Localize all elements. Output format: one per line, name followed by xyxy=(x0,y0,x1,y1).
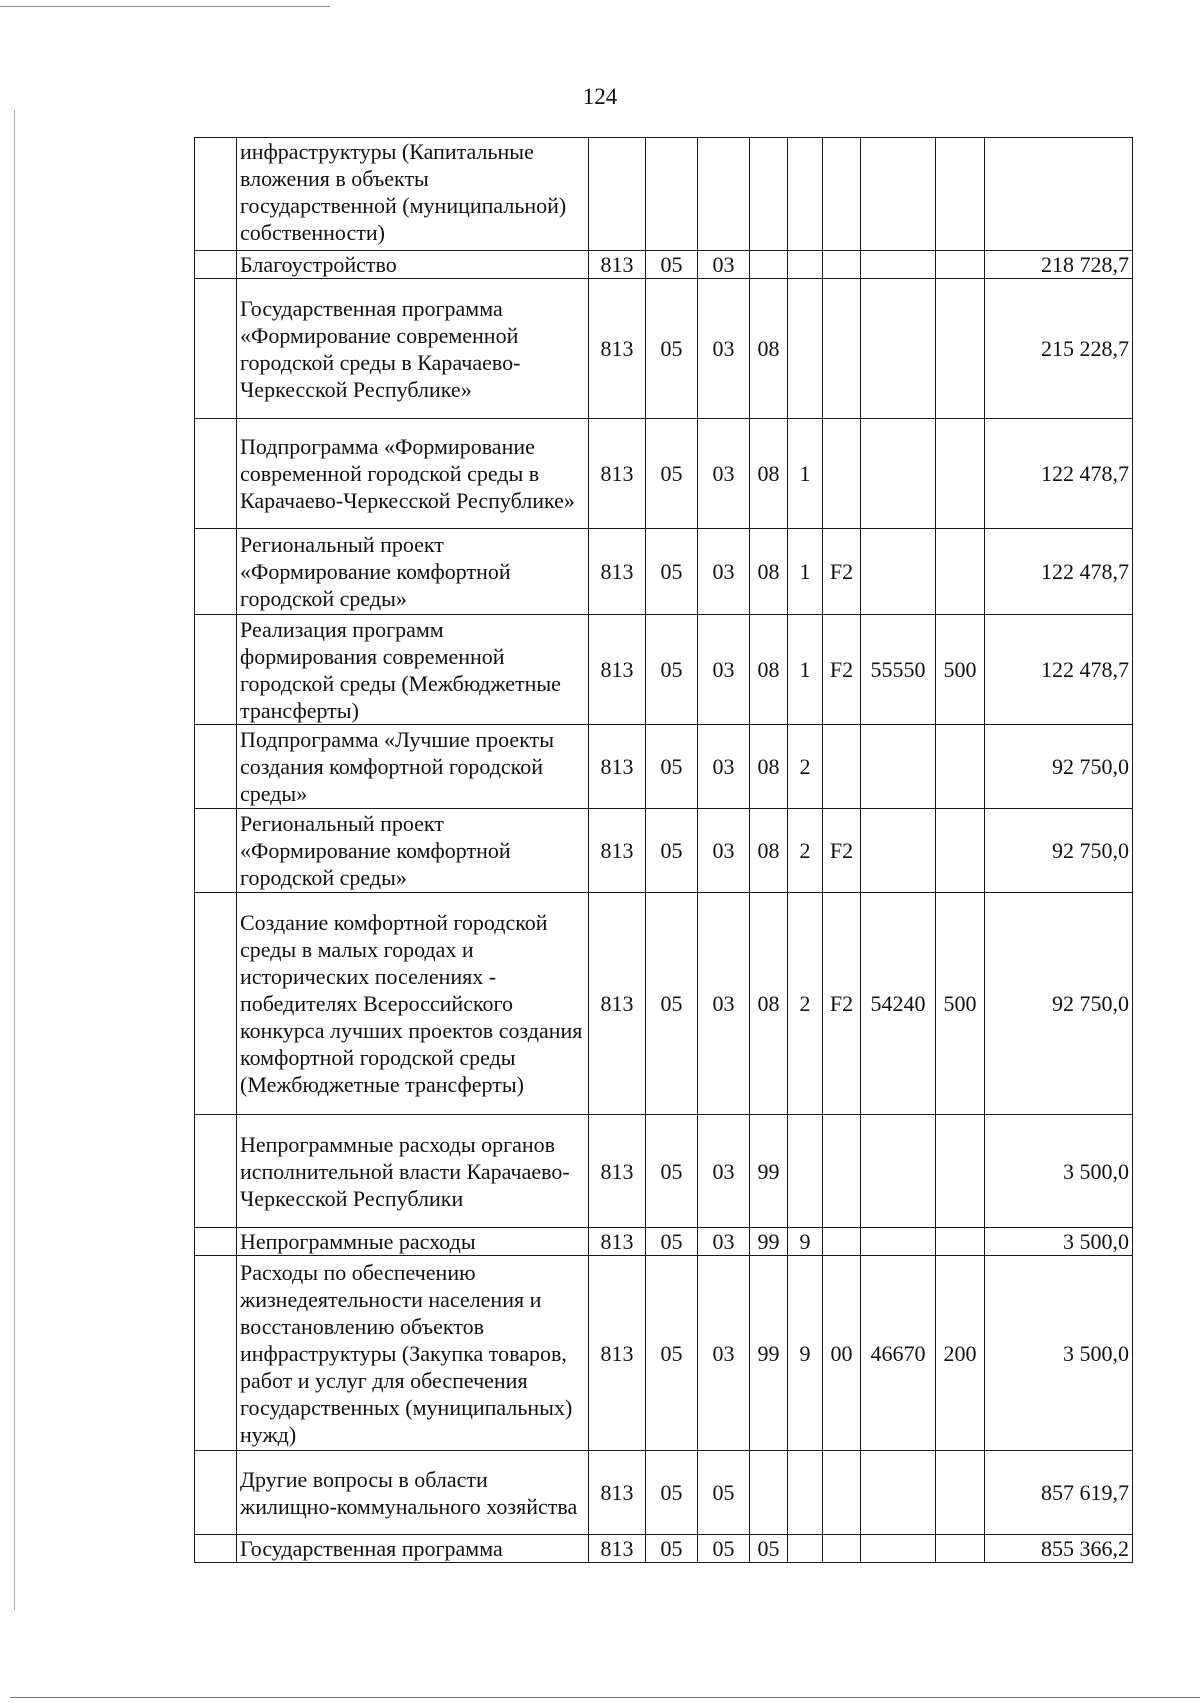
ministry-code-cell: 813 xyxy=(589,1535,646,1563)
item-name-cell: Государственная программа xyxy=(237,1535,589,1563)
ministry-code-cell: 813 xyxy=(589,419,646,529)
index-cell xyxy=(195,893,237,1115)
index-cell xyxy=(195,251,237,279)
section-code-cell: 05 xyxy=(646,279,698,419)
table-row xyxy=(195,138,1133,251)
subprogram-code-cell: 1 xyxy=(788,529,823,615)
amount-cell: 122 478,7 xyxy=(985,419,1133,529)
subprogram-code-cell: 2 xyxy=(788,725,823,809)
scan-edge-bottom xyxy=(10,1697,1200,1698)
program-code-cell: 99 xyxy=(750,1256,788,1451)
section-code-cell: 05 xyxy=(646,1535,698,1563)
index-cell xyxy=(195,1535,237,1563)
direction-code-cell xyxy=(823,1228,861,1256)
table-row xyxy=(195,251,1133,279)
type-code-cell xyxy=(936,251,985,279)
type-code-cell xyxy=(936,419,985,529)
subsection-code-cell: 03 xyxy=(698,1228,750,1256)
subsection-code-cell: 03 xyxy=(698,419,750,529)
type-code-cell xyxy=(936,1451,985,1535)
index-cell xyxy=(195,725,237,809)
ministry-code-cell: 813 xyxy=(589,1451,646,1535)
expense-code-cell xyxy=(861,809,936,893)
index-cell xyxy=(195,615,237,725)
program-code-cell: 05 xyxy=(750,1535,788,1563)
program-code-cell xyxy=(750,1451,788,1535)
direction-code-cell xyxy=(823,725,861,809)
type-code-cell xyxy=(936,725,985,809)
expense-code-cell: 55550 xyxy=(861,615,936,725)
subsection-code-cell: 03 xyxy=(698,251,750,279)
table-row xyxy=(195,893,1133,1115)
ministry-code-cell: 813 xyxy=(589,893,646,1115)
type-code-cell xyxy=(936,809,985,893)
section-code-cell: 05 xyxy=(646,893,698,1115)
ministry-code-cell: 813 xyxy=(589,279,646,419)
amount-cell: 857 619,7 xyxy=(985,1451,1133,1535)
subprogram-code-cell: 1 xyxy=(788,615,823,725)
ministry-code-cell: 813 xyxy=(589,725,646,809)
subsection-code-cell: 03 xyxy=(698,893,750,1115)
index-cell xyxy=(195,1228,237,1256)
type-code-cell xyxy=(936,138,985,251)
subsection-code-cell: 03 xyxy=(698,809,750,893)
item-name-cell: Региональный проект «Формирование комфортной городской среды» xyxy=(237,529,589,615)
subprogram-code-cell xyxy=(788,1535,823,1563)
expense-code-cell xyxy=(861,529,936,615)
direction-code-cell xyxy=(823,1451,861,1535)
program-code-cell: 08 xyxy=(750,529,788,615)
type-code-cell xyxy=(936,1535,985,1563)
expense-code-cell xyxy=(861,251,936,279)
subsection-code-cell: 03 xyxy=(698,615,750,725)
direction-code-cell: 00 xyxy=(823,1256,861,1451)
type-code-cell xyxy=(936,279,985,419)
direction-code-cell xyxy=(823,419,861,529)
subsection-code-cell: 03 xyxy=(698,1115,750,1228)
amount-cell: 3 500,0 xyxy=(985,1256,1133,1451)
type-code-cell xyxy=(936,529,985,615)
scan-edge-top xyxy=(0,6,330,7)
amount-cell: 122 478,7 xyxy=(985,529,1133,615)
scan-edge-left xyxy=(14,110,15,1610)
program-code-cell xyxy=(750,251,788,279)
direction-code-cell xyxy=(823,1115,861,1228)
index-cell xyxy=(195,419,237,529)
subprogram-code-cell: 2 xyxy=(788,893,823,1115)
table-row xyxy=(195,1115,1133,1228)
table-row xyxy=(195,1256,1133,1451)
program-code-cell: 08 xyxy=(750,615,788,725)
ministry-code-cell: 813 xyxy=(589,529,646,615)
budget-table xyxy=(194,137,1133,1563)
subsection-code-cell: 03 xyxy=(698,529,750,615)
section-code-cell: 05 xyxy=(646,1115,698,1228)
program-code-cell: 08 xyxy=(750,279,788,419)
amount-cell: 122 478,7 xyxy=(985,615,1133,725)
page-number: 124 xyxy=(582,84,618,109)
amount-cell: 92 750,0 xyxy=(985,809,1133,893)
amount-cell: 215 228,7 xyxy=(985,279,1133,419)
direction-code-cell xyxy=(823,1535,861,1563)
item-name-cell: инфраструктуры (Капитальные вложения в объекты государственной (муниципальной) собственности) xyxy=(237,138,589,251)
section-code-cell: 05 xyxy=(646,419,698,529)
item-name-cell: Непрограммные расходы органов исполнительной власти Карачаево-Черкесской Республики xyxy=(237,1115,589,1228)
item-name-cell: Подпрограмма «Лучшие проекты создания комфортной городской среды» xyxy=(237,725,589,809)
item-name-cell: Реализация программ формирования современной городской среды (Межбюджетные трансферты) xyxy=(237,615,589,725)
subsection-code-cell: 03 xyxy=(698,725,750,809)
item-name-cell: Расходы по обеспечению жизнедеятельности населения и восстановлению объектов инфраструктуры (Закупка товаров, работ и услуг для обеспечения государственных (муниципальных) нужд) xyxy=(237,1256,589,1451)
subsection-code-cell: 05 xyxy=(698,1535,750,1563)
amount-cell: 3 500,0 xyxy=(985,1228,1133,1256)
index-cell xyxy=(195,138,237,251)
direction-code-cell xyxy=(823,279,861,419)
subsection-code-cell: 05 xyxy=(698,1451,750,1535)
amount-cell: 92 750,0 xyxy=(985,893,1133,1115)
table-row xyxy=(195,529,1133,615)
ministry-code-cell: 813 xyxy=(589,1256,646,1451)
program-code-cell: 08 xyxy=(750,419,788,529)
expense-code-cell xyxy=(861,1451,936,1535)
ministry-code-cell: 813 xyxy=(589,251,646,279)
subprogram-code-cell xyxy=(788,1451,823,1535)
item-name-cell: Подпрограмма «Формирование современной городской среды в Карачаево-Черкесской Республике» xyxy=(237,419,589,529)
direction-code-cell xyxy=(823,251,861,279)
section-code-cell: 05 xyxy=(646,1228,698,1256)
direction-code-cell: F2 xyxy=(823,529,861,615)
subsection-code-cell: 03 xyxy=(698,279,750,419)
direction-code-cell: F2 xyxy=(823,893,861,1115)
expense-code-cell xyxy=(861,419,936,529)
program-code-cell xyxy=(750,138,788,251)
subsection-code-cell xyxy=(698,138,750,251)
index-cell xyxy=(195,529,237,615)
table-row xyxy=(195,419,1133,529)
table-row xyxy=(195,725,1133,809)
section-code-cell: 05 xyxy=(646,615,698,725)
subprogram-code-cell xyxy=(788,251,823,279)
index-cell xyxy=(195,809,237,893)
program-code-cell: 08 xyxy=(750,725,788,809)
expense-code-cell xyxy=(861,1535,936,1563)
amount-cell: 3 500,0 xyxy=(985,1115,1133,1228)
subprogram-code-cell xyxy=(788,279,823,419)
program-code-cell: 08 xyxy=(750,893,788,1115)
amount-cell: 218 728,7 xyxy=(985,251,1133,279)
index-cell xyxy=(195,279,237,419)
expense-code-cell: 54240 xyxy=(861,893,936,1115)
index-cell xyxy=(195,1451,237,1535)
item-name-cell: Другие вопросы в области жилищно-коммунального хозяйства xyxy=(237,1451,589,1535)
direction-code-cell: F2 xyxy=(823,809,861,893)
table-row xyxy=(195,1451,1133,1535)
subprogram-code-cell xyxy=(788,1115,823,1228)
ministry-code-cell: 813 xyxy=(589,615,646,725)
item-name-cell: Создание комфортной городской среды в малых городах и исторических поселениях - победителях Всероссийского конкурса лучших проектов создания комфортной городской среды (Межбюджетные трансферты) xyxy=(237,893,589,1115)
subprogram-code-cell: 9 xyxy=(788,1256,823,1451)
expense-code-cell xyxy=(861,279,936,419)
type-code-cell xyxy=(936,1228,985,1256)
section-code-cell: 05 xyxy=(646,1451,698,1535)
expense-code-cell xyxy=(861,1228,936,1256)
table-row xyxy=(195,809,1133,893)
section-code-cell xyxy=(646,138,698,251)
type-code-cell: 500 xyxy=(936,615,985,725)
subprogram-code-cell: 1 xyxy=(788,419,823,529)
subsection-code-cell: 03 xyxy=(698,1256,750,1451)
subprogram-code-cell: 2 xyxy=(788,809,823,893)
type-code-cell: 500 xyxy=(936,893,985,1115)
type-code-cell xyxy=(936,1115,985,1228)
ministry-code-cell: 813 xyxy=(589,1115,646,1228)
program-code-cell: 08 xyxy=(750,809,788,893)
expense-code-cell xyxy=(861,138,936,251)
item-name-cell: Непрограммные расходы xyxy=(237,1228,589,1256)
table-row xyxy=(195,615,1133,725)
table-row xyxy=(195,1535,1133,1563)
item-name-cell: Региональный проект «Формирование комфортной городской среды» xyxy=(237,809,589,893)
item-name-cell: Государственная программа «Формирование современной городской среды в Карачаево-Черкесской Республике» xyxy=(237,279,589,419)
section-code-cell: 05 xyxy=(646,251,698,279)
direction-code-cell: F2 xyxy=(823,615,861,725)
subprogram-code-cell: 9 xyxy=(788,1228,823,1256)
amount-cell: 855 366,2 xyxy=(985,1535,1133,1563)
program-code-cell: 99 xyxy=(750,1115,788,1228)
index-cell xyxy=(195,1256,237,1451)
table-row xyxy=(195,279,1133,419)
program-code-cell: 99 xyxy=(750,1228,788,1256)
section-code-cell: 05 xyxy=(646,725,698,809)
expense-code-cell xyxy=(861,1115,936,1228)
section-code-cell: 05 xyxy=(646,529,698,615)
ministry-code-cell: 813 xyxy=(589,809,646,893)
index-cell xyxy=(195,1115,237,1228)
subprogram-code-cell xyxy=(788,138,823,251)
table-row xyxy=(195,1228,1133,1256)
ministry-code-cell xyxy=(589,138,646,251)
section-code-cell: 05 xyxy=(646,809,698,893)
amount-cell xyxy=(985,138,1133,251)
amount-cell: 92 750,0 xyxy=(985,725,1133,809)
expense-code-cell: 46670 xyxy=(861,1256,936,1451)
item-name-cell: Благоустройство xyxy=(237,251,589,279)
direction-code-cell xyxy=(823,138,861,251)
expense-code-cell xyxy=(861,725,936,809)
ministry-code-cell: 813 xyxy=(589,1228,646,1256)
type-code-cell: 200 xyxy=(936,1256,985,1451)
section-code-cell: 05 xyxy=(646,1256,698,1451)
